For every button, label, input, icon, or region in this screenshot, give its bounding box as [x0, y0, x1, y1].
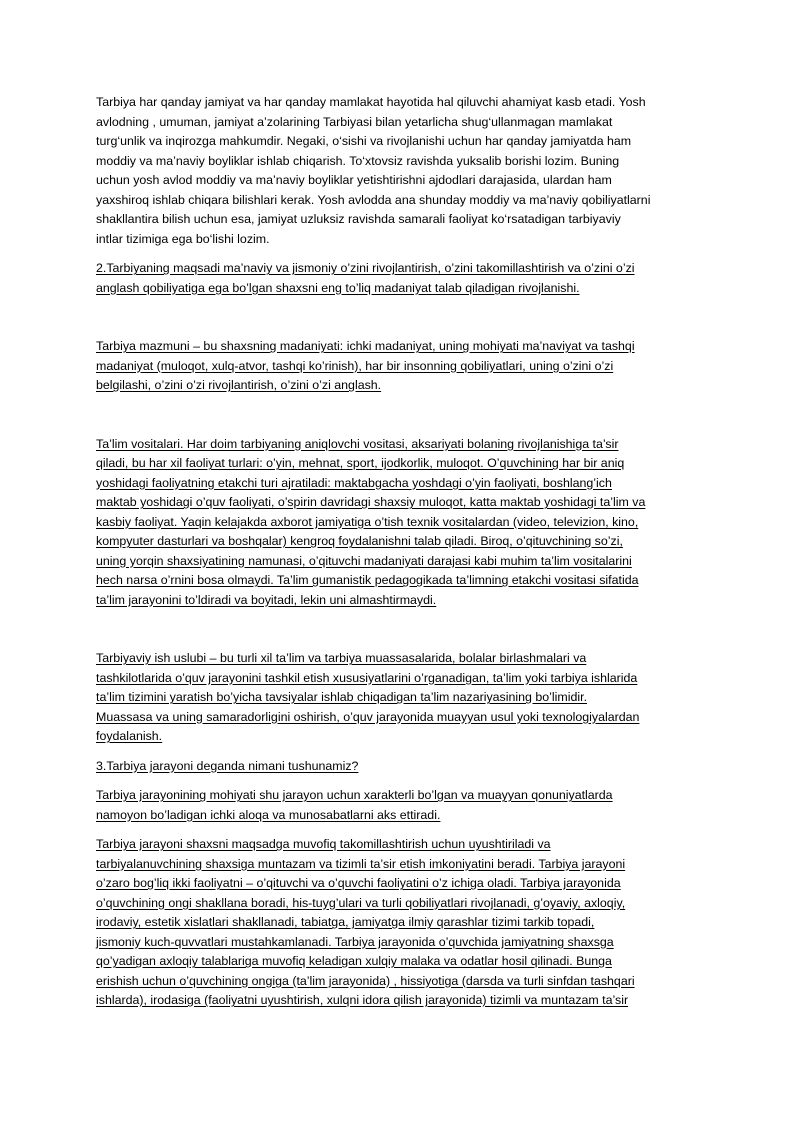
document-page	[96, 93, 710, 1021]
intro-paragraph: Tarbiya har qanday jamiyat va har qanday mamlakat hayotida hal qiluvchi ahamiyat kasb etadi. Yosh avlodning , umuman, jamiyat a’zolarining Tarbiyasi bilan yetarlicha shug‘ullanmagan mamlakat turg‘unlik va inqirozga mahkumdir. Negaki, o‘sishi va rivojlanishi uchun har qanday jamiyatda ham moddiy va ma’naviy boyliklar ishlab chiqarish. To‘xtovsiz ravishda yuksalib borishi lozim. Buning uchun yosh avlod moddiy va ma’naviy boyliklar yetishtirishni ajdodlari darajasida, ulardan ham yaxshiroq ishlab chiqara bilishlari kerak. Yosh avlodda ana shunday moddiy va ma’naviy qobiliyatlarni shakllantira bilish uchun esa, jamiyat uzluksiz ravishda samarali faoliyat ko‘rsatadigan tarbiyaviy intlar tizimiga ega bo‘lishi lozim.	[96, 95, 651, 246]
means-paragraph: Ta’lim vositalari. Har doim tarbiyaning aniqlovchi vositasi, aksariyati bolaning rivojlanishiga ta’sir qiladi, bu har xil faoliyat turlari: o’yin, mehnat, sport, ijodkorlik, muloqot. O’quvchining har bir aniq yoshidagi faoliyatning etakchi turi ajratiladi: maktabgacha yoshdagi o’yin faoliyati, boshlang’ich maktab yoshidagi o’quv faoliyati, o’spirin davridagi shaxsiy muloqot, katta maktab yoshidagi ta’lim va kasbiy faoliyat. Yaqin kelajakda axborot jamiyatiga o’tish texnik vositalardan (video, televizion, kino, kompyuter dasturlari va boshqalar) kengroq foydalanishni talab qiladi. Biroq, o’qituvchining so’zi, uning yorqin shaxsiyatining namunasi, o’qituvchi madaniyati darajasi kabi muhim ta’lim vositalarini hech narsa o’rnini bosa olmaydi. Ta’lim gumanistik pedagogikada ta’limning etakchi vositasi sifatida ta’lim jarayonini to’ldiradi va boyitadi, lekin uni almashtirmaydi.	[96, 436, 646, 607]
section-2-paragraph: 2.Tarbiyaning maqsadi ma’naviy va jismoniy o’zini rivojlantirish, o’zini takomillashtirish va o’zini o’zi anglash qobiliyatiga ega bo’lgan shaxsni eng to’liq madaniyat talab qiladigan rivojlanishi.	[96, 261, 635, 295]
content-paragraph: Tarbiya mazmuni – bu shaxsning madaniyati: ichki madaniyat, uning mohiyati ma’naviyat va tashqi madaniyat (muloqot, xulq-atvor, tashqi ko’rinish), har bir insonning qobiliyatlari, uning o’zini o’zi belgilashi, o’zini o’zi rivojlantirish, o’zini o’zi anglash.	[96, 339, 635, 392]
section-3-heading: 3.Tarbiya jarayoni deganda nimani tushunamiz?	[96, 758, 359, 773]
spacer	[96, 308, 710, 337]
spacer	[96, 620, 710, 649]
method-paragraph: Tarbiyaviy ish uslubi – bu turli xil ta’lim va tarbiya muassasalarida, bolalar birlashmalari va tashkilotlarida o’quv jarayonini tashkil etish xususiyatlarini o’rganadigan, ta’lim yoki tarbiya ishlarida ta’lim tizimini yaratish bo’yicha tavsiyalar ishlab chiqadigan ta’lim nazariyasining bo’limidir. Muassasa va uning samaradorligini oshirish, o’quv jarayonida muayyan usul yoki texnologiyalardan foydalanish.	[96, 651, 640, 743]
spacer	[96, 406, 710, 435]
process-paragraph: Tarbiya jarayoni shaxsni maqsadga muvofiq takomillashtirish uchun uyushtiriladi va tarbiyalanuvchining shaxsiga muntazam va tizimli ta’sir etish imkoniyatini beradi. Tarbiya jarayoni o’zaro bog’liq ikki faoliyatni – o’qituvchi va o’quvchi faoliyatini o’z ichiga oladi. Tarbiya jarayonida o’quvchining ongi shakllana boradi, his-tuyg’ulari va turli qobiliyatlari rivojlanadi, g’oyaviy, axloqiy, irodaviy, estetik xislatlari shakllanadi, tabiatga, jamiyatga ilmiy qarashlar tizimi tarkib topadi, jismoniy kuch-quvvatlari mustahkamlanadi. Tarbiya jarayonida o’quvchida jamiyatning shaxsga qo’yadigan axloqiy talablariga muvofiq keladigan xulqiy malaka va odatlar hosil qilinadi. Bunga erishish uchun o’quvchining ongiga (ta’lim jarayonida) , hissiyotiga (darsda va turli sinfdan tashqari ishlarda), irodasiga (faoliyatni uyushtirish, xulqni idora qilish jarayonida) tizimli va muntazam ta’sir	[96, 837, 635, 1007]
essence-paragraph: Tarbiya jarayonining mohiyati shu jarayon uchun xarakterli bo’lgan va muayyan qonuniyatlarda namoyon bo’ladigan ichki aloqa va munosabatlarni aks ettiradi.	[96, 788, 613, 822]
